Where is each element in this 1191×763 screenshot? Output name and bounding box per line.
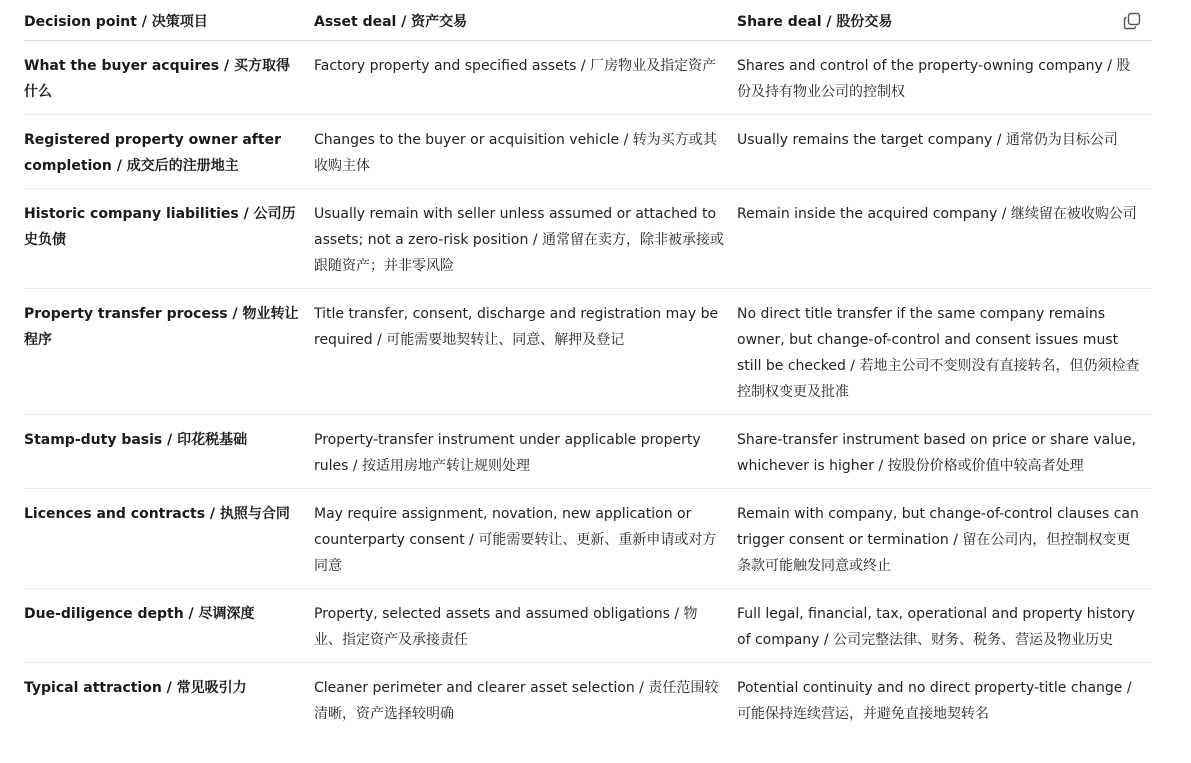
header-asset-deal: Asset deal / 资产交易 [314,0,737,40]
row-share-deal-cell: Remain with company, but change-of-control clauses can trigger consent or termination / 留在公司内，但控制权变更条款可能触发同意或终止 [737,488,1152,588]
table-row [24,188,1152,288]
header-share-deal: Share deal / 股份交易 [737,0,1152,40]
row-asset-deal-cell: Property-transfer instrument under applicable property rules / 按适用房地产转让规则处理 [314,414,737,488]
row-asset-deal-cell: Factory property and specified assets / 厂房物业及指定资产 [314,40,737,114]
comparison-table-container [24,0,1152,736]
row-share-deal-cell: Potential continuity and no direct property-title change / 可能保持连续营运，并避免直接地契转名 [737,679,1132,722]
table-body [24,40,1152,736]
header-row [24,0,1152,40]
table-row [24,414,1152,488]
row-asset-deal-cell: May require assignment, novation, new application or counterparty consent / 可能需要转让、更新、重新申请或对方同意 [314,488,737,588]
row-share-deal-cell: Full legal, financial, tax, operational and property history of company / 公司完整法律、财务、税务、营运及物业历史 [737,588,1152,662]
row-decision-point: Due-diligence depth / 尽调深度 [24,588,314,662]
row-decision-point: What the buyer acquires / 买方取得什么 [24,40,314,114]
table-row [24,114,1152,188]
copy-table-button[interactable] [1122,11,1142,31]
row-decision-point: Stamp-duty basis / 印花税基础 [24,414,314,488]
table-row [24,40,1152,114]
row-share-deal-cell: Remain inside the acquired company / 继续留在被收购公司 [737,188,1152,288]
row-asset-deal-cell: Title transfer, consent, discharge and registration may be required / 可能需要地契转让、同意、解押及登记 [314,288,737,414]
row-decision-point: Registered property owner after completion / 成交后的注册地主 [24,114,314,188]
table-row [24,288,1152,414]
row-share-deal-cell: Shares and control of the property-owning company / 股份及持有物业公司的控制权 [737,40,1152,114]
row-decision-point: Typical attraction / 常见吸引力 [24,679,247,696]
row-decision-point: Historic company liabilities / 公司历史负债 [24,188,314,288]
table-header [24,0,1152,40]
row-asset-deal-cell: Property, selected assets and assumed obligations / 物业、指定资产及承接责任 [314,588,737,662]
table-row [24,662,1152,736]
copy-icon [1122,11,1142,31]
header-decision-point: Decision point / 决策项目 [24,0,314,40]
row-share-deal-cell: Share-transfer instrument based on price or share value, whichever is higher / 按股份价格或价值中较高者处理 [737,414,1152,488]
table-row [24,588,1152,662]
table-row [24,488,1152,588]
row-share-deal-cell: No direct title transfer if the same company remains owner, but change-of-control and consent issues must still be checked / 若地主公司不变则没有直接转名，但仍须检查控制权变更及批准 [737,288,1152,414]
row-decision-point: Property transfer process / 物业转让程序 [24,288,314,414]
comparison-table [24,0,1152,736]
row-asset-deal-cell: Changes to the buyer or acquisition vehicle / 转为买方或其收购主体 [314,114,737,188]
row-asset-deal-cell: Cleaner perimeter and clearer asset selection / 责任范围较清晰，资产选择较明确 [314,679,719,722]
row-decision-point: Licences and contracts / 执照与合同 [24,488,314,588]
row-share-deal-cell: Usually remains the target company / 通常仍为目标公司 [737,114,1152,188]
row-asset-deal-cell: Usually remain with seller unless assumed or attached to assets; not a zero-risk position / 通常留在卖方，除非被承接或跟随资产；并非零风险 [314,188,737,288]
